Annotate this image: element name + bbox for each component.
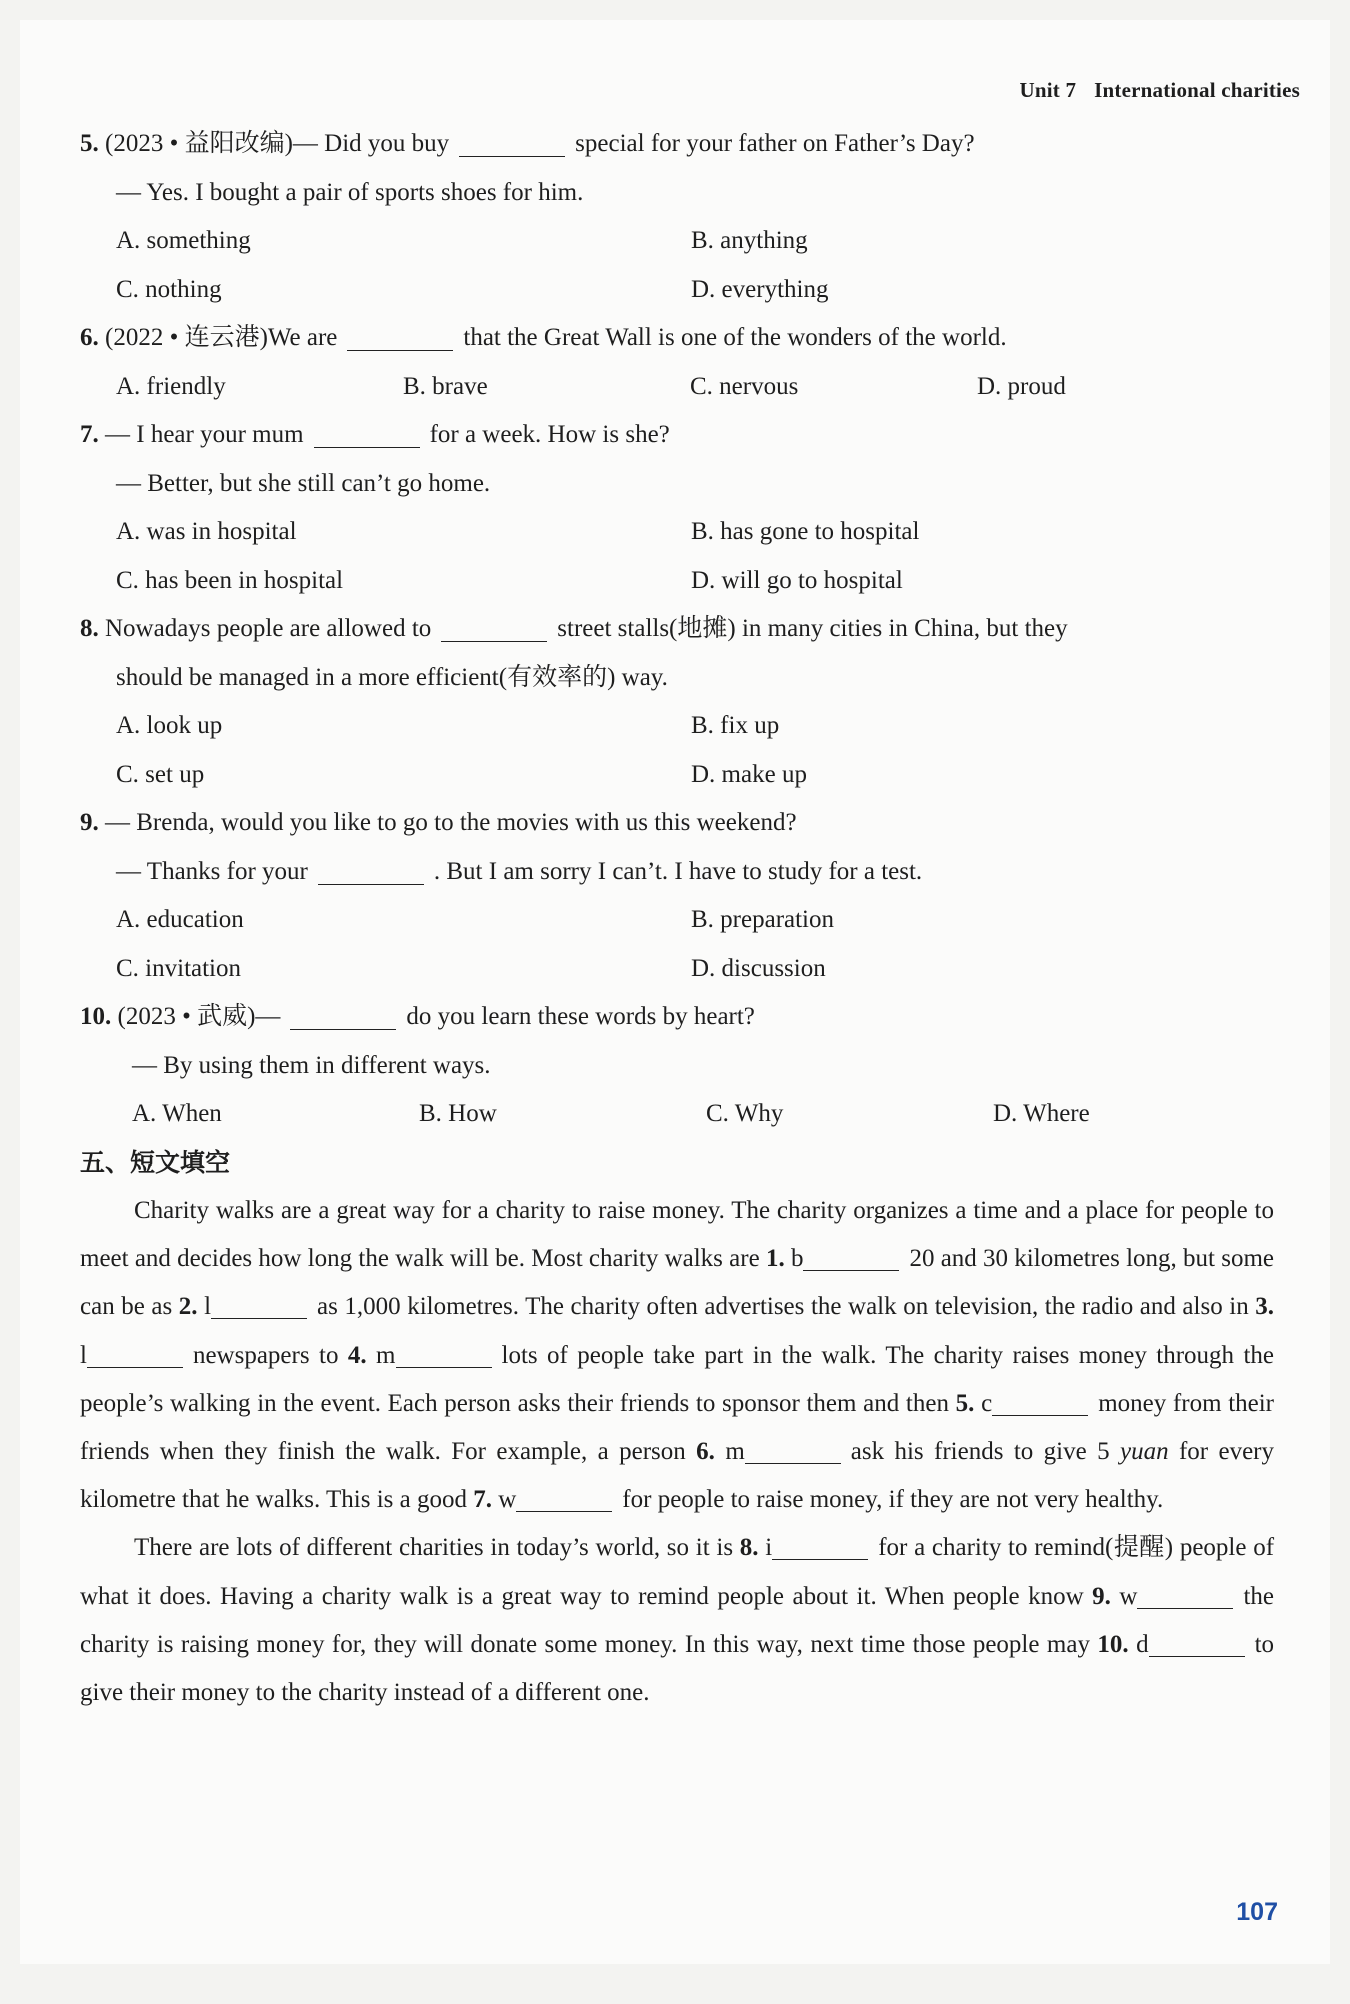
blank-initial: l [80,1341,87,1369]
passage-blank-9[interactable] [1137,1580,1233,1609]
option-a[interactable]: A. When [132,1100,222,1127]
option-d[interactable]: D. discussion [691,954,826,982]
reply-end: . But I am sorry I can’t. I have to study for a test. [433,857,923,885]
passage-text: for people to raise money, if they are not very healthy. [622,1486,1164,1514]
blank-initial: d [1136,1630,1149,1658]
question-stem: (2023 • 武威)— [117,1003,281,1030]
passage-text: 20 and 30 kilometres long, but some can be as [80,1245,1274,1321]
blank-number: 6. [696,1438,715,1466]
blank-number: 8. [739,1534,759,1562]
option-b[interactable]: B. How [419,1100,497,1127]
answer-blank[interactable] [290,999,396,1030]
exercise-content [80,120,1320,1717]
passage-text: for a charity to remind(提醒) people of what it does. Having a charity walk is a great way to remind people about it. When people know [80,1534,1275,1610]
answer-blank[interactable] [347,320,453,351]
passage-text: for every kilometre that he walks. This is a good [80,1438,1275,1514]
blank-number: 7. [473,1486,492,1514]
question-8-continued: should be managed in a more efficient(有效率的) way. [116,663,668,691]
question-stem-end: special for your father on Father’s Day? [575,130,975,157]
blank-initial: w [1119,1582,1138,1610]
answer-blank[interactable] [318,854,424,885]
passage-text: as 1,000 kilometres. The charity often advertises the walk on television, the radio and also in [317,1293,1256,1321]
blank-number: 1. [765,1245,785,1273]
unit-title: International charities [1094,78,1300,102]
question-8 [80,605,1320,654]
blank-initial: m [725,1438,745,1466]
question-8-options-row1 [80,702,1320,751]
option-c[interactable]: C. nervous [690,372,799,400]
passage-italic-word: yuan [1119,1438,1169,1466]
question-number: 6. [80,324,99,351]
passage-blank-8[interactable] [772,1531,868,1560]
question-stem-end: do you learn these words by heart? [406,1003,755,1030]
option-b[interactable]: B. fix up [691,712,780,739]
question-9 [80,799,1320,848]
option-c[interactable]: C. Why [706,1100,784,1127]
answer-blank[interactable] [441,611,547,642]
answer-blank[interactable] [314,417,420,448]
option-b[interactable]: B. preparation [691,906,835,933]
passage-text: There are lots of different charities in today’s world, so it is [134,1534,740,1562]
passage-blank-5[interactable] [992,1387,1088,1416]
passage-blank-10[interactable] [1149,1628,1245,1657]
blank-number: 10. [1097,1630,1129,1658]
question-stem-end: street stalls(地摊) in many cities in China, but they [557,615,1068,642]
blank-number: 9. [1092,1582,1111,1610]
option-d[interactable]: D. Where [993,1100,1090,1127]
option-a[interactable]: A. was in hospital [116,518,297,545]
question-8-options-row2 [80,751,1320,800]
question-stem: (2022 • 连云港)We are [105,324,338,351]
blank-initial: l [204,1293,212,1321]
answer-blank[interactable] [459,126,565,157]
question-6 [80,314,1320,363]
question-10 [80,993,1320,1042]
question-9-options-row2 [80,945,1320,994]
passage-text: the charity is raising money for, they will donate some money. In this way, next time those people may [80,1582,1274,1658]
option-d[interactable]: D. proud [977,372,1066,400]
option-a[interactable]: A. friendly [116,372,226,400]
question-5-reply: — Yes. I bought a pair of sports shoes for him. [116,178,584,206]
passage-text: Charity walks are a great way for a charity to raise money. The charity organizes a time and a place for people to meet and decides how long the walk will be. Most charity walks are [80,1197,1274,1273]
option-b[interactable]: B. anything [691,227,808,254]
blank-initial: b [790,1245,804,1273]
question-10-reply: — By using them in different ways. [132,1051,491,1079]
option-b[interactable]: B. brave [403,372,488,400]
option-c[interactable]: C. nothing [116,275,222,303]
question-7-reply: — Better, but she still can’t go home. [116,469,491,497]
passage-blank-6[interactable] [745,1435,841,1464]
question-number: 5. [80,130,99,157]
page-number: 107 [1236,1898,1278,1926]
option-a[interactable]: A. education [116,906,244,933]
question-5-options-row1 [80,217,1320,266]
blank-number: 2. [178,1293,198,1321]
page-header [1020,78,1300,103]
option-a[interactable]: A. look up [116,712,223,739]
question-7 [80,411,1320,460]
question-9-options-row1 [80,896,1320,945]
question-5-options-row2 [80,266,1320,315]
blank-initial: m [376,1341,396,1369]
option-d[interactable]: D. will go to hospital [691,566,903,594]
question-7-options-row2 [80,557,1320,606]
option-c[interactable]: C. has been in hospital [116,566,344,594]
workbook-page [20,20,1330,1964]
passage-blank-1[interactable] [803,1242,899,1271]
passage-paragraph-2 [80,1524,1274,1717]
option-b[interactable]: B. has gone to hospital [691,518,920,545]
question-6-options [80,363,1320,412]
passage-paragraph-1 [80,1187,1274,1524]
passage-text: ask his friends to give 5 [850,1438,1120,1466]
passage-blank-3[interactable] [87,1339,183,1368]
option-d[interactable]: D. everything [691,275,829,303]
passage-text: money from their friends when they finish the walk. For example, a person [80,1389,1275,1466]
blank-number: 4. [347,1341,367,1369]
reply-start: — Thanks for your [116,857,308,885]
question-stem-end: that the Great Wall is one of the wonders of the world. [463,324,1007,351]
question-9-reply [80,848,1320,897]
question-5 [80,120,1320,169]
passage-blank-2[interactable] [211,1290,307,1319]
question-stem: — Brenda, would you like to go to the movies with us this weekend? [105,809,797,836]
option-c[interactable]: C. invitation [116,954,241,982]
question-stem-end: for a week. How is she? [429,421,670,448]
option-c[interactable]: C. set up [116,760,205,788]
question-number: 10. [80,1003,112,1030]
option-d[interactable]: D. make up [691,760,807,788]
section-heading: 五、短文填空 [80,1147,231,1177]
question-stem: Nowadays people are allowed to [105,615,432,642]
unit-label: Unit 7 [1019,78,1077,102]
passage-blank-4[interactable] [396,1339,492,1368]
question-number: 9. [80,809,99,836]
blank-initial: w [498,1486,517,1514]
passage-text: lots of people take part in the walk. The charity raises money through the people’s walking in the event. Each person asks their friends to sponsor them and then [80,1341,1274,1417]
blank-number: 5. [955,1389,975,1417]
blank-initial: c [981,1389,993,1417]
question-10-options [80,1090,1320,1139]
question-number: 7. [80,421,99,448]
blank-initial: i [765,1534,773,1562]
question-stem: — I hear your mum [105,421,304,448]
passage-blank-7[interactable] [516,1483,612,1512]
option-a[interactable]: A. something [116,227,251,254]
question-stem: (2023 • 益阳改编)— Did you buy [105,130,450,157]
question-number: 8. [80,615,99,642]
blank-number: 3. [1255,1293,1274,1321]
passage-text: to give their money to the charity instead of a different one. [80,1630,1275,1707]
question-7-options-row1 [80,508,1320,557]
passage-text: newspapers to [192,1341,348,1369]
